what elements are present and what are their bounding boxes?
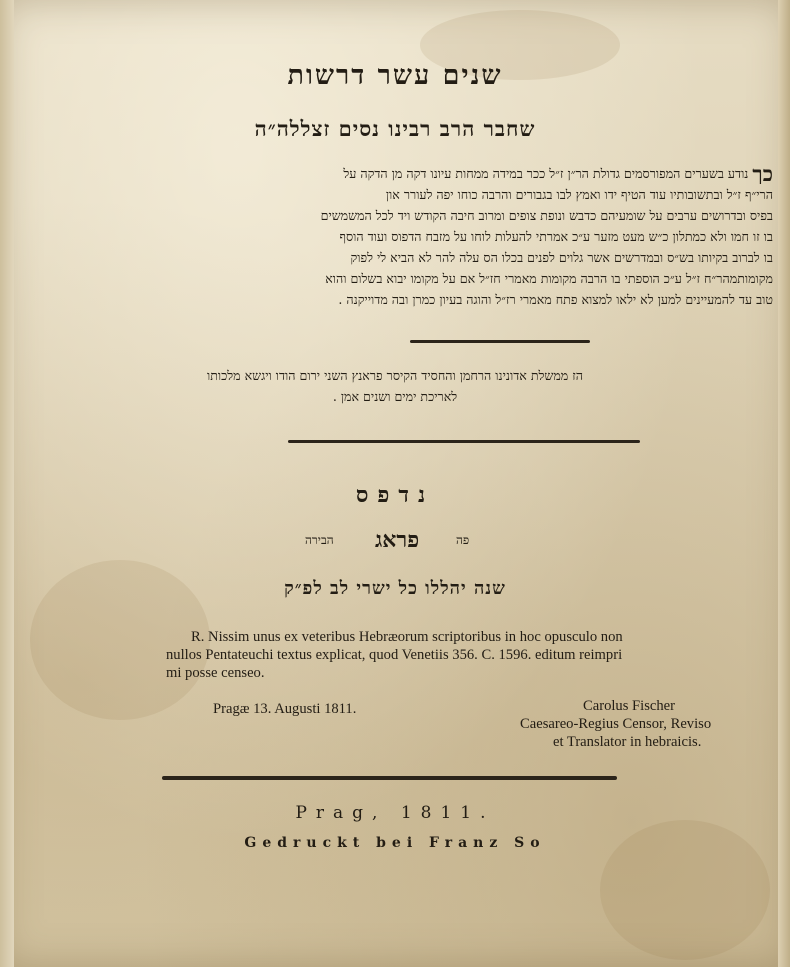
city-line [0, 527, 790, 557]
book-subtitle: שחבר הרב רבינו נסים זצללה״ה [254, 116, 536, 141]
imprint-place-year: Prag, 1811. [295, 803, 495, 823]
imprint-printer: Gedruckt bei Franz So [244, 835, 546, 851]
censor-title: et Translator in hebraicis. [553, 734, 702, 750]
printed-label: נדפס [355, 482, 435, 508]
intro-first-word: כך [752, 163, 773, 184]
book-title: שנים עשר דרשות [287, 60, 503, 91]
city-name: פראג [375, 527, 420, 553]
censor-note-line: nullos Pentateuchi textus explicat, quod Venetiis 356. C. 1596. editum reimpri [166, 647, 623, 663]
ornamental-rule [410, 340, 590, 343]
censor-note-line: R. Nissim unus ex veteribus Hebræorum scriptoribus in hoc opusculo non [191, 629, 623, 645]
date-line: Pragæ 13. Augusti 1811. [213, 701, 357, 717]
censor-name: Carolus Fischer [583, 698, 676, 714]
intro-line: בו זו חמו ולא כמתלון כ״ש מעט מזער ע״כ אמרתי להעלות לוחו על מזבח הדפוס ועוד הוסף [339, 229, 773, 244]
year-line: שנה יהללו כל ישרי לב לפ״ק [284, 578, 506, 599]
intro-paragraph [108, 163, 773, 310]
ornamental-rule [162, 776, 617, 780]
dedication-line: הז ממשלת אדונינו הרחמן והחסיד הקיסר פראנץ השני ירום הודו ויגשא מלכותו [206, 368, 584, 383]
intro-line: כך נודע בשערים המפורסמים גדולת הר״ן ז״ל ככר במידה ממחות עיונו דקה מן הדקה על [343, 163, 773, 184]
ornamental-rule [288, 440, 640, 443]
dedication-line: לאריכת ימים ושנים אמן . [332, 389, 458, 404]
intro-line: טוב עד להמעיינים למען לא ילאו למצוא פתח מאמרי רז״ל והוגה בעיון כמרן ובה מדוייקנה . [338, 292, 773, 307]
city-prefix: פה [456, 533, 470, 547]
intro-line: בפיס ובדרושים ערבים על שומעיהם כדבש ונופת צופים ומרוב חיבה הקודש ויד לכל המשמשים [320, 208, 773, 223]
city-epithet: הבירה [305, 533, 334, 547]
intro-line: בו לברוב בקיותו בש״ס ובמדרשים אשר גלוים לפנים בכלו הס עלה להר לא הביא לי לפוק [350, 250, 773, 265]
intro-line: הרי״ף ז״ל ובתשובותיו עוד הטיף ידו ואמץ לבו בגבורים והרבה כוחו יפה לעורר און [385, 187, 773, 202]
intro-line: מקומותמהר״ח ז״ל ע״כ הוספתי בו הרבה מקומות מאמרי חז״ל אם על מקומו יבוא בשלום והוא [325, 271, 773, 286]
censor-note-line: mi posse censeo. [166, 665, 265, 681]
censor-title: Caesareo-Regius Censor, Reviso [520, 716, 712, 732]
